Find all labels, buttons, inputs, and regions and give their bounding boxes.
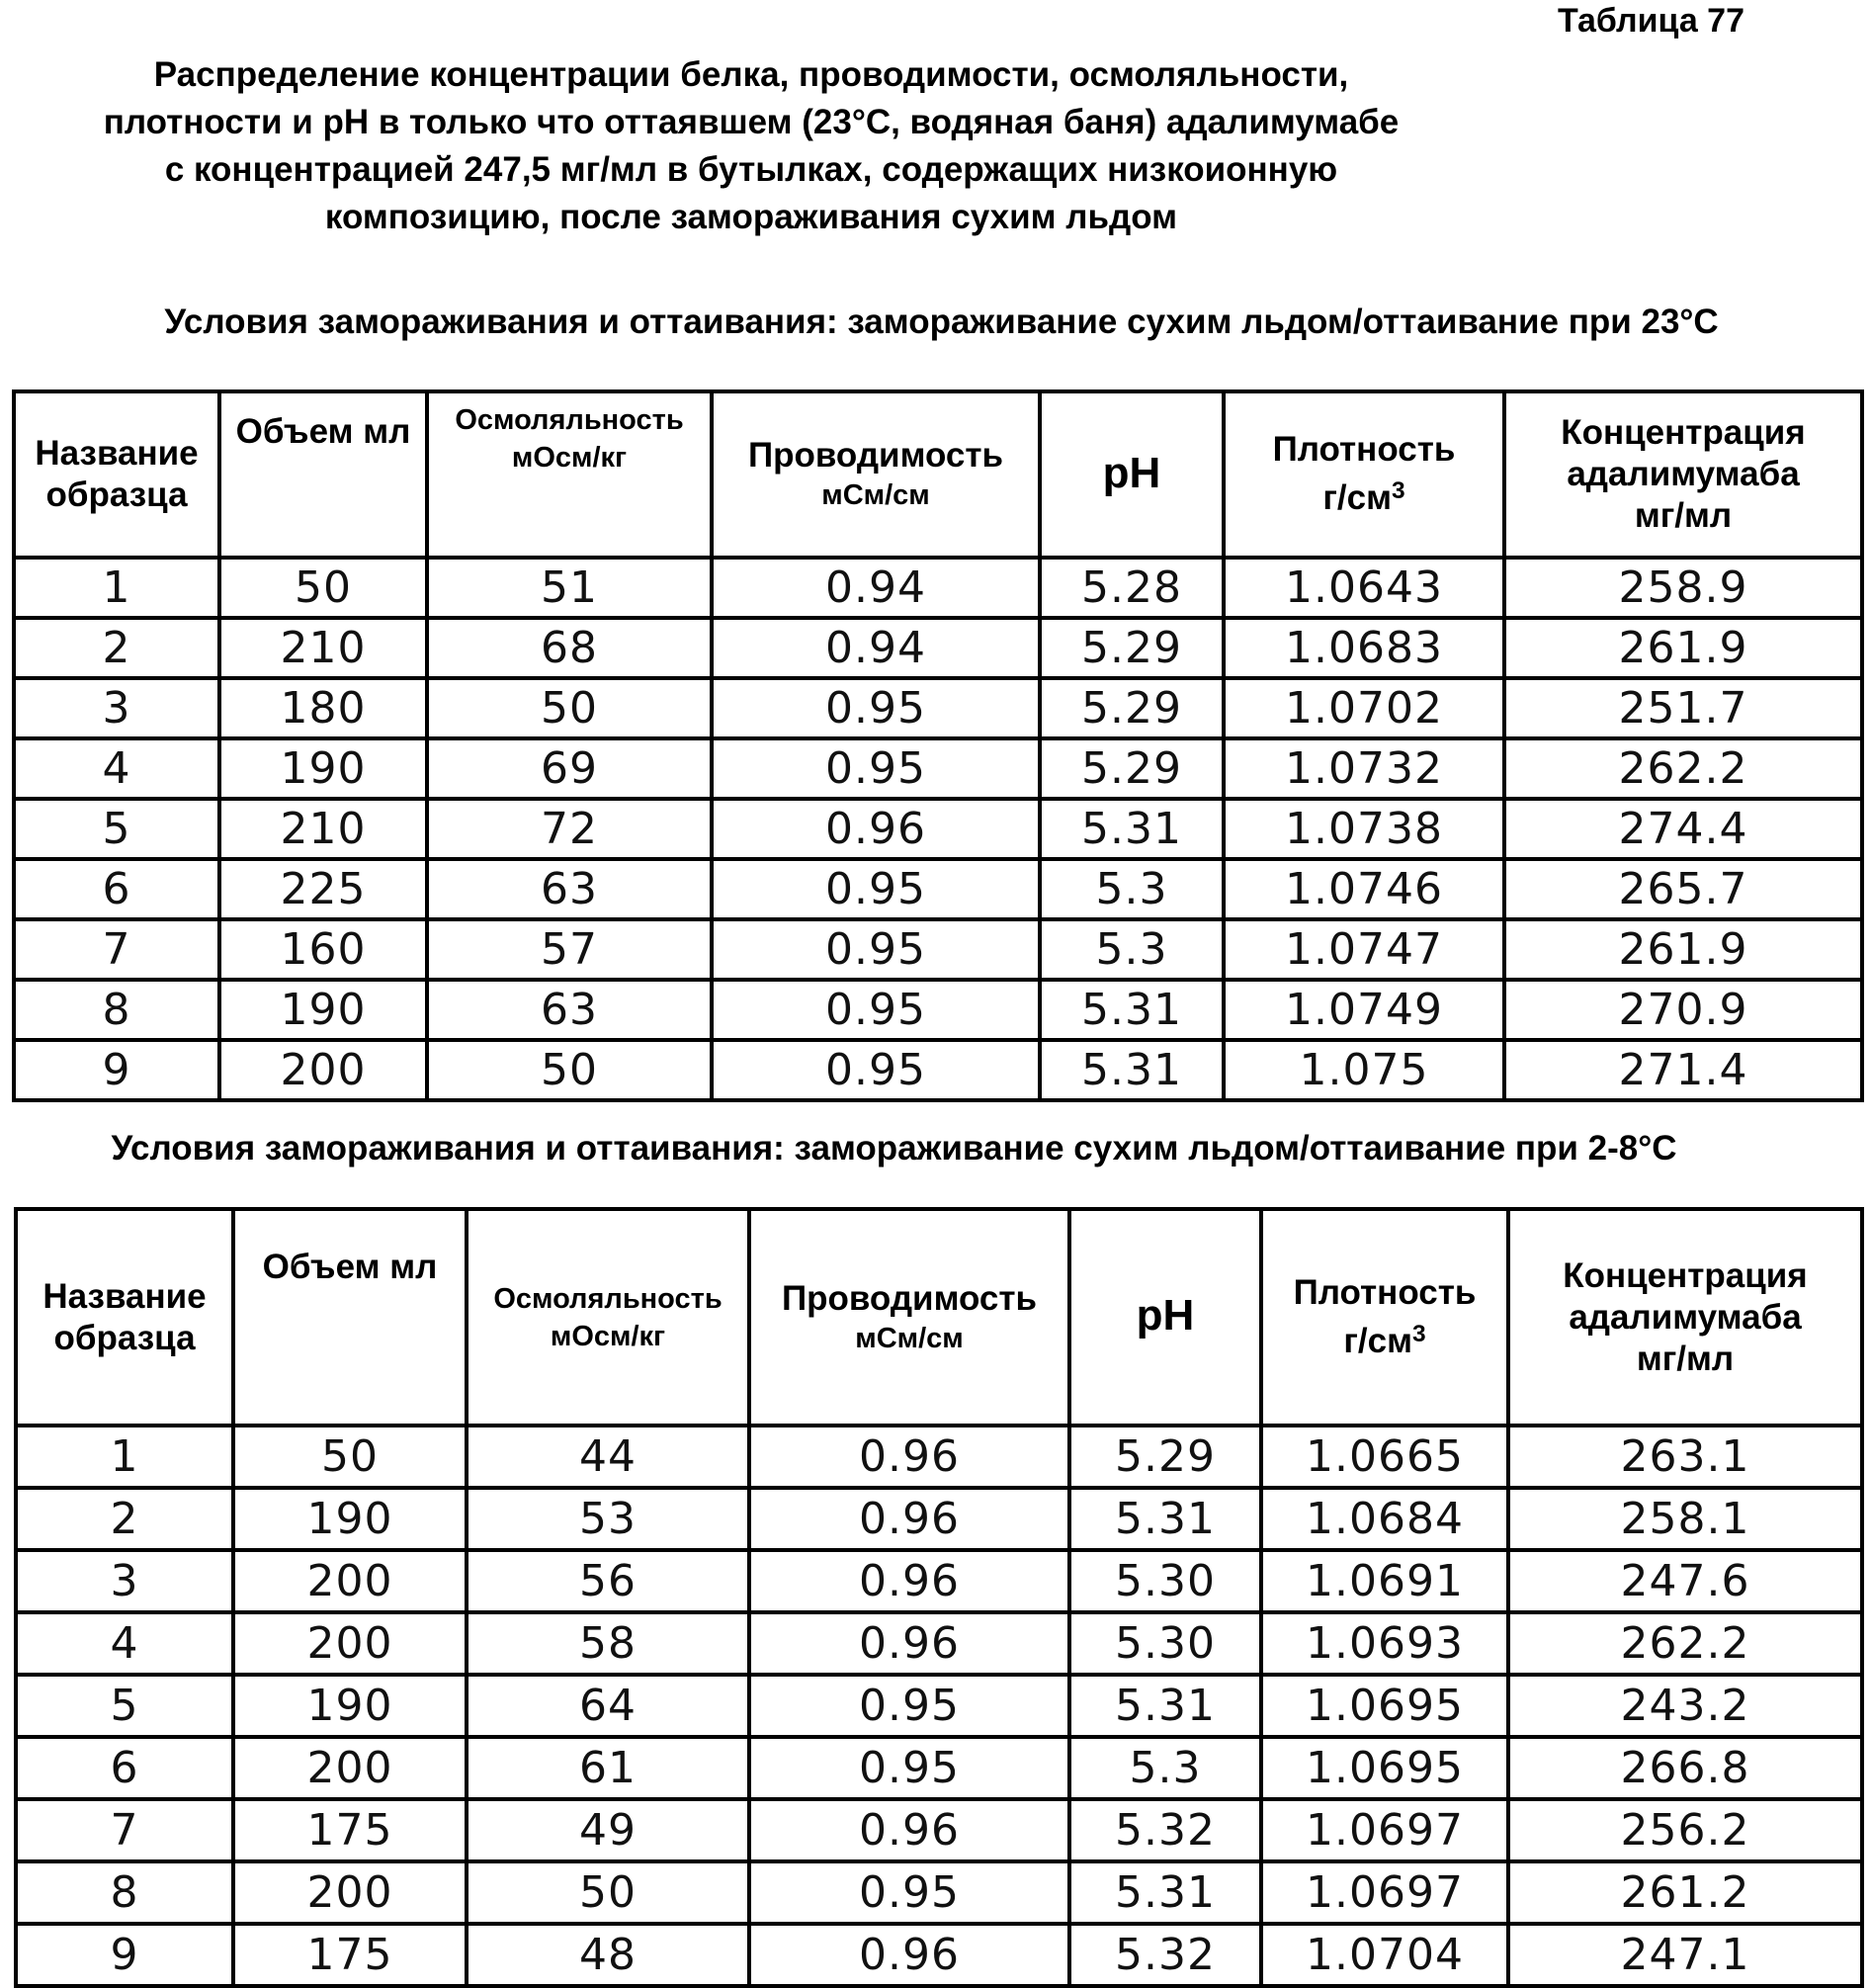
header-concentration: Концентрация адалимумаба мг/мл bbox=[1508, 1209, 1862, 1426]
header-conductivity: Проводимость мСм/см bbox=[749, 1209, 1069, 1426]
conductivity-cell: 0.96 bbox=[749, 1426, 1069, 1488]
conductivity-cell: 0.95 bbox=[712, 738, 1040, 799]
title-line: композицию, после замораживания сухим льдом bbox=[324, 198, 1178, 236]
header-conductivity: Проводимость мСм/см bbox=[712, 391, 1040, 558]
table-row bbox=[16, 1550, 1862, 1612]
volume-cell: 200 bbox=[233, 1612, 467, 1675]
table-row bbox=[14, 1040, 1862, 1100]
sample-name-cell: 3 bbox=[16, 1550, 233, 1612]
conductivity-cell: 0.95 bbox=[749, 1675, 1069, 1737]
concentration-cell: 261.9 bbox=[1504, 618, 1862, 678]
osmolality-cell: 50 bbox=[427, 1040, 712, 1100]
density-cell: 1.0749 bbox=[1224, 980, 1504, 1040]
concentration-cell: 265.7 bbox=[1504, 859, 1862, 919]
osmolality-cell: 57 bbox=[427, 919, 712, 980]
sample-name-cell: 6 bbox=[14, 859, 219, 919]
sample-name-cell: 8 bbox=[14, 980, 219, 1040]
ph-cell: 5.3 bbox=[1040, 919, 1224, 980]
ph-cell: 5.29 bbox=[1040, 678, 1224, 738]
ph-cell: 5.30 bbox=[1069, 1612, 1261, 1675]
conductivity-cell: 0.96 bbox=[749, 1799, 1069, 1861]
density-cell: 1.0747 bbox=[1224, 919, 1504, 980]
osmolality-cell: 51 bbox=[427, 558, 712, 618]
osmolality-cell: 63 bbox=[427, 859, 712, 919]
ph-cell: 5.30 bbox=[1069, 1550, 1261, 1612]
table-row bbox=[14, 738, 1862, 799]
density-cell: 1.0702 bbox=[1224, 678, 1504, 738]
osmolality-cell: 44 bbox=[467, 1426, 749, 1488]
header-concentration: Концентрация адалимумаба мг/мл bbox=[1504, 391, 1862, 558]
ph-cell: 5.32 bbox=[1069, 1799, 1261, 1861]
volume-cell: 190 bbox=[219, 980, 427, 1040]
header-sample-name: Название образца bbox=[16, 1209, 233, 1426]
sample-name-cell: 1 bbox=[14, 558, 219, 618]
density-cell: 1.0643 bbox=[1224, 558, 1504, 618]
volume-cell: 175 bbox=[233, 1799, 467, 1861]
sample-name-cell: 5 bbox=[14, 799, 219, 859]
conductivity-cell: 0.95 bbox=[712, 1040, 1040, 1100]
density-cell: 1.0695 bbox=[1261, 1675, 1508, 1737]
concentration-cell: 261.2 bbox=[1508, 1861, 1862, 1924]
volume-cell: 190 bbox=[233, 1488, 467, 1550]
table-header-row bbox=[16, 1209, 1862, 1426]
conductivity-cell: 0.95 bbox=[712, 859, 1040, 919]
density-cell: 1.0665 bbox=[1261, 1426, 1508, 1488]
conductivity-cell: 0.95 bbox=[712, 678, 1040, 738]
sample-name-cell: 7 bbox=[16, 1799, 233, 1861]
density-cell: 1.0697 bbox=[1261, 1799, 1508, 1861]
conductivity-cell: 0.95 bbox=[712, 919, 1040, 980]
table-row bbox=[14, 618, 1862, 678]
title-line: с концентрацией 247,5 мг/мл в бутылках, содержащих низкоионную bbox=[164, 150, 1338, 189]
osmolality-cell: 63 bbox=[427, 980, 712, 1040]
ph-cell: 5.3 bbox=[1069, 1737, 1261, 1799]
concentration-cell: 271.4 bbox=[1504, 1040, 1862, 1100]
volume-cell: 160 bbox=[219, 919, 427, 980]
ph-cell: 5.31 bbox=[1069, 1488, 1261, 1550]
conductivity-cell: 0.96 bbox=[712, 799, 1040, 859]
ph-cell: 5.31 bbox=[1069, 1861, 1261, 1924]
sample-name-cell: 3 bbox=[14, 678, 219, 738]
table-row bbox=[16, 1737, 1862, 1799]
table-row bbox=[16, 1488, 1862, 1550]
volume-cell: 180 bbox=[219, 678, 427, 738]
table-row bbox=[14, 558, 1862, 618]
table-row bbox=[14, 678, 1862, 738]
conductivity-cell: 0.94 bbox=[712, 558, 1040, 618]
table-body bbox=[16, 1426, 1862, 1986]
density-cell: 1.0683 bbox=[1224, 618, 1504, 678]
conductivity-cell: 0.95 bbox=[749, 1737, 1069, 1799]
section-1-condition: Условия замораживания и оттаивания: замораживание сухим льдом/оттаивание при 23°С bbox=[164, 303, 1719, 341]
concentration-cell: 258.1 bbox=[1508, 1488, 1862, 1550]
table-row bbox=[16, 1924, 1862, 1986]
concentration-cell: 256.2 bbox=[1508, 1799, 1862, 1861]
ph-cell: 5.32 bbox=[1069, 1924, 1261, 1986]
sample-name-cell: 4 bbox=[16, 1612, 233, 1675]
section-2-condition: Условия замораживания и оттаивания: замораживание сухим льдом/оттаивание при 2-8°С bbox=[111, 1129, 1677, 1167]
volume-cell: 200 bbox=[219, 1040, 427, 1100]
conductivity-cell: 0.96 bbox=[749, 1550, 1069, 1612]
volume-cell: 190 bbox=[233, 1675, 467, 1737]
density-cell: 1.0746 bbox=[1224, 859, 1504, 919]
density-cell: 1.0704 bbox=[1261, 1924, 1508, 1986]
concentration-cell: 251.7 bbox=[1504, 678, 1862, 738]
density-cell: 1.0684 bbox=[1261, 1488, 1508, 1550]
header-ph: pH bbox=[1040, 391, 1224, 558]
ph-cell: 5.31 bbox=[1040, 799, 1224, 859]
header-osmolality: Осмоляльность мОсм/кг bbox=[427, 391, 712, 558]
table-row bbox=[16, 1612, 1862, 1675]
header-density: Плотность $г/см^3$ bbox=[1261, 1209, 1508, 1426]
title-line: Распределение концентрации белка, проводимости, осмоляльности, bbox=[153, 55, 1349, 94]
results-table-2-8c bbox=[14, 1207, 1864, 1988]
density-cell: 1.0691 bbox=[1261, 1550, 1508, 1612]
volume-cell: 210 bbox=[219, 618, 427, 678]
volume-cell: 225 bbox=[219, 859, 427, 919]
osmolality-cell: 48 bbox=[467, 1924, 749, 1986]
density-cell: 1.0732 bbox=[1224, 738, 1504, 799]
sample-name-cell: 5 bbox=[16, 1675, 233, 1737]
ph-cell: 5.29 bbox=[1040, 618, 1224, 678]
density-cell: 1.0738 bbox=[1224, 799, 1504, 859]
ph-cell: 5.31 bbox=[1040, 980, 1224, 1040]
osmolality-cell: 61 bbox=[467, 1737, 749, 1799]
concentration-cell: 270.9 bbox=[1504, 980, 1862, 1040]
conductivity-cell: 0.94 bbox=[712, 618, 1040, 678]
volume-cell: 190 bbox=[219, 738, 427, 799]
table-row bbox=[16, 1861, 1862, 1924]
concentration-cell: 262.2 bbox=[1504, 738, 1862, 799]
sample-name-cell: 7 bbox=[14, 919, 219, 980]
sample-name-cell: 6 bbox=[16, 1737, 233, 1799]
table-row bbox=[16, 1675, 1862, 1737]
table-row bbox=[16, 1426, 1862, 1488]
density-cell: 1.0693 bbox=[1261, 1612, 1508, 1675]
volume-cell: 210 bbox=[219, 799, 427, 859]
document-title bbox=[59, 51, 1443, 241]
ph-cell: 5.29 bbox=[1069, 1426, 1261, 1488]
ph-cell: 5.31 bbox=[1040, 1040, 1224, 1100]
density-cell: 1.0697 bbox=[1261, 1861, 1508, 1924]
concentration-cell: 261.9 bbox=[1504, 919, 1862, 980]
sample-name-cell: 9 bbox=[16, 1924, 233, 1986]
volume-cell: 50 bbox=[233, 1426, 467, 1488]
table-row bbox=[14, 859, 1862, 919]
volume-cell: 200 bbox=[233, 1861, 467, 1924]
ph-cell: 5.31 bbox=[1069, 1675, 1261, 1737]
table-number-label: Таблица 77 bbox=[1558, 2, 1744, 40]
sample-name-cell: 2 bbox=[14, 618, 219, 678]
density-cell: 1.0695 bbox=[1261, 1737, 1508, 1799]
concentration-cell: 266.8 bbox=[1508, 1737, 1862, 1799]
osmolality-cell: 68 bbox=[427, 618, 712, 678]
ph-cell: 5.29 bbox=[1040, 738, 1224, 799]
concentration-cell: 247.6 bbox=[1508, 1550, 1862, 1612]
conductivity-cell: 0.96 bbox=[749, 1612, 1069, 1675]
sample-name-cell: 9 bbox=[14, 1040, 219, 1100]
header-ph: pH bbox=[1069, 1209, 1261, 1426]
osmolality-cell: 49 bbox=[467, 1799, 749, 1861]
concentration-cell: 263.1 bbox=[1508, 1426, 1862, 1488]
concentration-cell: 258.9 bbox=[1504, 558, 1862, 618]
conductivity-cell: 0.95 bbox=[712, 980, 1040, 1040]
osmolality-cell: 58 bbox=[467, 1612, 749, 1675]
osmolality-cell: 50 bbox=[467, 1861, 749, 1924]
sample-name-cell: 4 bbox=[14, 738, 219, 799]
osmolality-cell: 64 bbox=[467, 1675, 749, 1737]
header-volume: Объем мл bbox=[233, 1209, 467, 1426]
table-row bbox=[16, 1799, 1862, 1861]
volume-cell: 200 bbox=[233, 1550, 467, 1612]
density-cell: 1.075 bbox=[1224, 1040, 1504, 1100]
table-row bbox=[14, 919, 1862, 980]
osmolality-cell: 53 bbox=[467, 1488, 749, 1550]
sample-name-cell: 2 bbox=[16, 1488, 233, 1550]
conductivity-cell: 0.96 bbox=[749, 1924, 1069, 1986]
table-row bbox=[14, 799, 1862, 859]
header-osmolality: Осмоляльность мОсм/кг bbox=[467, 1209, 749, 1426]
concentration-cell: 274.4 bbox=[1504, 799, 1862, 859]
ph-cell: 5.3 bbox=[1040, 859, 1224, 919]
header-density: Плотность $г/см^3$ bbox=[1224, 391, 1504, 558]
table-body bbox=[14, 558, 1862, 1100]
header-sample-name: Название образца bbox=[14, 391, 219, 558]
sample-name-cell: 1 bbox=[16, 1426, 233, 1488]
results-table-23c bbox=[12, 389, 1864, 1102]
conductivity-cell: 0.95 bbox=[749, 1861, 1069, 1924]
volume-cell: 200 bbox=[233, 1737, 467, 1799]
table-header-row bbox=[14, 391, 1862, 558]
osmolality-cell: 50 bbox=[427, 678, 712, 738]
volume-cell: 175 bbox=[233, 1924, 467, 1986]
osmolality-cell: 69 bbox=[427, 738, 712, 799]
conductivity-cell: 0.96 bbox=[749, 1488, 1069, 1550]
osmolality-cell: 56 bbox=[467, 1550, 749, 1612]
sample-name-cell: 8 bbox=[16, 1861, 233, 1924]
concentration-cell: 247.1 bbox=[1508, 1924, 1862, 1986]
ph-cell: 5.28 bbox=[1040, 558, 1224, 618]
title-line: плотности и pH в только что оттаявшем (23°С, водяная баня) адалимумабе bbox=[103, 103, 1400, 141]
header-volume: Объем мл bbox=[219, 391, 427, 558]
concentration-cell: 243.2 bbox=[1508, 1675, 1862, 1737]
table-row bbox=[14, 980, 1862, 1040]
osmolality-cell: 72 bbox=[427, 799, 712, 859]
concentration-cell: 262.2 bbox=[1508, 1612, 1862, 1675]
volume-cell: 50 bbox=[219, 558, 427, 618]
